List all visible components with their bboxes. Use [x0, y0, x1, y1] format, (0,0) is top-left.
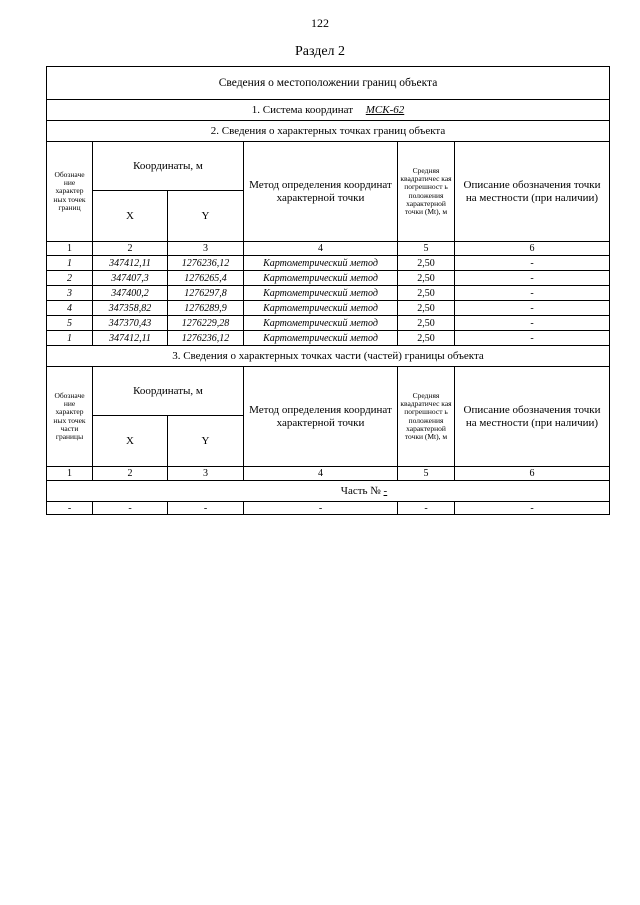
- x-cell: 347412,11: [93, 256, 168, 271]
- table-row: [47, 256, 610, 271]
- header-method: Метод определения координат характерной точки: [244, 142, 398, 242]
- y-cell: 1276289,9: [168, 301, 244, 316]
- part-label: Часть №: [340, 484, 381, 497]
- column-number: 3: [168, 467, 244, 481]
- empty-cell: -: [455, 502, 610, 515]
- x-cell: 347407,3: [93, 271, 168, 286]
- method-cell: Картометрический метод: [244, 331, 398, 346]
- y-cell: 1276236,12: [168, 331, 244, 346]
- table-row: [47, 502, 610, 515]
- empty-cell: -: [244, 502, 398, 515]
- error-cell: 2,50: [398, 286, 455, 301]
- header-error: Средняя квадратичес кая погрешност ь положения характерной точки (Мt), м: [398, 142, 455, 242]
- error-cell: 2,50: [398, 256, 455, 271]
- x-cell: 347412,11: [93, 331, 168, 346]
- x-cell: 347358,82: [93, 301, 168, 316]
- page-number: 122: [311, 16, 329, 30]
- part-label-row: [47, 481, 610, 502]
- column-number: 3: [168, 242, 244, 256]
- header-coordinates: Координаты, м: [93, 142, 244, 191]
- empty-cell: -: [47, 502, 93, 515]
- header-y: Y: [168, 191, 244, 242]
- part-points-heading: 3. Сведения о характерных точках части (частей) границы объекта: [47, 346, 610, 367]
- table-title: Сведения о местоположении границ объекта: [47, 67, 610, 100]
- method-cell: Картометрический метод: [244, 301, 398, 316]
- table-row: [47, 331, 610, 346]
- point-cell: 3: [47, 286, 93, 301]
- description-cell: -: [455, 271, 610, 286]
- header-error: Средняя квадратичес кая погрешност ь положения характерной точки (Мt), м: [398, 367, 455, 467]
- boundaries-table: [46, 66, 610, 515]
- x-cell: 347370,43: [93, 316, 168, 331]
- column-number: 4: [244, 467, 398, 481]
- header-x: X: [93, 191, 168, 242]
- column-number: 4: [244, 242, 398, 256]
- header-description: Описание обозначения точки на местности (при наличии): [455, 142, 610, 242]
- coordinate-system-label: 1. Система координат: [251, 103, 354, 116]
- description-cell: -: [455, 256, 610, 271]
- column-number: 2: [93, 242, 168, 256]
- error-cell: 2,50: [398, 331, 455, 346]
- column-number: 5: [398, 467, 455, 481]
- table-row: [47, 316, 610, 331]
- method-cell: Картометрический метод: [244, 256, 398, 271]
- method-cell: Картометрический метод: [244, 286, 398, 301]
- table-row: [47, 271, 610, 286]
- header-point-designation: Обозначе ние характер ных точек части границы: [47, 367, 93, 467]
- point-cell: 4: [47, 301, 93, 316]
- table-row: [47, 286, 610, 301]
- header-description: Описание обозначения точки на местности (при наличии): [455, 367, 610, 467]
- error-cell: 2,50: [398, 271, 455, 286]
- header-x: X: [93, 416, 168, 467]
- coordinate-system-row: [47, 100, 610, 121]
- error-cell: 2,50: [398, 316, 455, 331]
- column-number: 2: [93, 467, 168, 481]
- y-cell: 1276297,8: [168, 286, 244, 301]
- y-cell: 1276236,12: [168, 256, 244, 271]
- point-cell: 1: [47, 331, 93, 346]
- table-row: [47, 301, 610, 316]
- column-number: 6: [455, 242, 610, 256]
- y-cell: 1276229,28: [168, 316, 244, 331]
- header-y: Y: [168, 416, 244, 467]
- x-cell: 347400,2: [93, 286, 168, 301]
- header-point-designation: Обозначе ние характер ных точек границ: [47, 142, 93, 242]
- empty-cell: -: [93, 502, 168, 515]
- error-cell: 2,50: [398, 301, 455, 316]
- description-cell: -: [455, 316, 610, 331]
- part-number: -: [383, 484, 388, 497]
- column-number: 1: [47, 242, 93, 256]
- empty-cell: -: [168, 502, 244, 515]
- point-cell: 1: [47, 256, 93, 271]
- column-number: 1: [47, 467, 93, 481]
- point-cell: 5: [47, 316, 93, 331]
- point-cell: 2: [47, 271, 93, 286]
- y-cell: 1276265,4: [168, 271, 244, 286]
- description-cell: -: [455, 301, 610, 316]
- coordinate-system-value: МСК-62: [365, 103, 405, 116]
- description-cell: -: [455, 331, 610, 346]
- boundary-points-heading: 2. Сведения о характерных точках границ объекта: [47, 121, 610, 142]
- column-number: 6: [455, 467, 610, 481]
- header-coordinates: Координаты, м: [93, 367, 244, 416]
- description-cell: -: [455, 286, 610, 301]
- section-title: Раздел 2: [294, 44, 346, 59]
- method-cell: Картометрический метод: [244, 316, 398, 331]
- column-number: 5: [398, 242, 455, 256]
- method-cell: Картометрический метод: [244, 271, 398, 286]
- header-method: Метод определения координат характерной точки: [244, 367, 398, 467]
- empty-cell: -: [398, 502, 455, 515]
